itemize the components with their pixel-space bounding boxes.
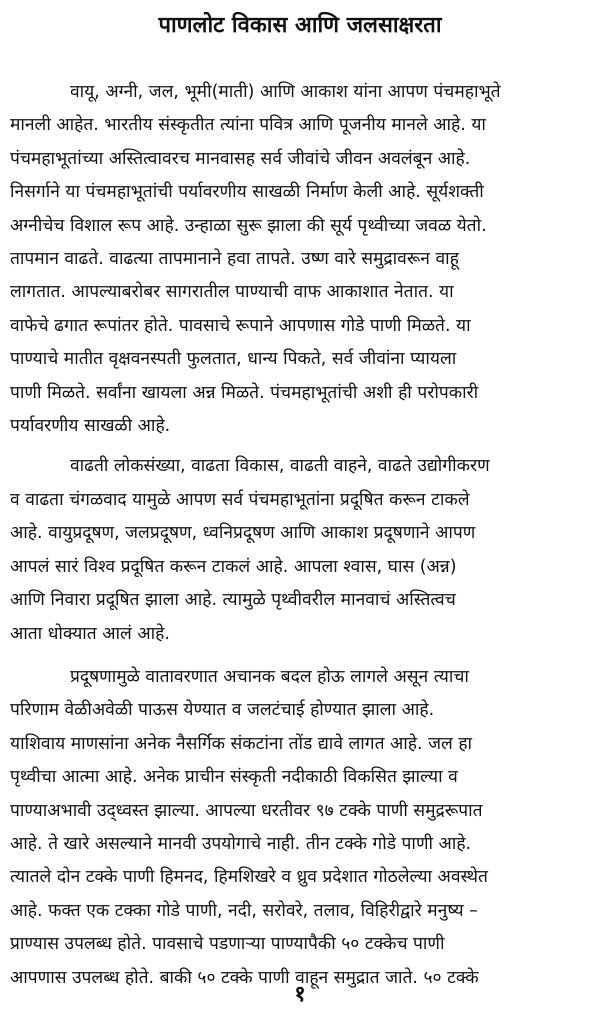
text-line: अग्नीचेच विशाल रूप आहे. उन्हाळा सुरू झाला की सूर्य पृथ्वीच्या जवळ येतो. (10, 215, 487, 236)
text-line: वाफेचे ढगात रूपांतर होते. पावसाचे रूपाने आपणास गोडे पाणी मिळते. या (10, 315, 471, 336)
text-line: आता धोक्यात आलं आहे. (10, 623, 170, 644)
text-line: आहे. फक्त एक टक्का गोडे पाणी, नदी, सरोवरे, तलाव, विहिरीद्वारे मनुष्य – (10, 900, 478, 921)
text-line: आहे. वायुप्रदूषण, जलप्रदूषण, ध्वनिप्रदूषण आणि आकाश प्रदूषणाने आपण (10, 523, 476, 544)
chapter-title: पाणलोट विकास आणि जलसाक्षरता (158, 13, 442, 38)
text-line: तापमान वाढते. वाढत्या तापमानाने हवा तापते. उष्ण वारे समुद्रावरून वाहू (10, 249, 459, 270)
text-line: परिणाम वेळीअवेळी पाऊस येण्यात व जलटंचाई होण्यात झाला आहे. (10, 700, 435, 721)
text-line: लागतात. आपल्याबरोबर सागरातील पाण्याची वाफ आकाशात नेतात. या (10, 282, 454, 303)
paragraph-1 (10, 76, 590, 443)
paragraph-2 (10, 450, 590, 650)
text-line: आपणास उपलब्ध होते. बाकी ५० टक्के पाणी वाहून समुद्रात जाते. ५० टक्के (10, 967, 479, 988)
text-line: पाणी मिळते. सर्वांना खायला अन्न मिळते. पंचमहाभूतांची अशी ही परोपकारी (10, 382, 479, 403)
text-line: पर्यावरणीय साखळी आहे. (10, 416, 171, 437)
paragraph-3 (10, 661, 590, 995)
text-line: याशिवाय माणसांना अनेक नैसर्गिक संकटांना तोंड द्यावे लागत आहे. जल हा (10, 733, 473, 754)
text-line: पाण्याअभावी उद्ध्वस्त झाल्या. आपल्या धरतीवर ९७ टक्के पाणी समुद्ररूपात (10, 800, 483, 821)
text-line: त्यातले दोन टक्के पाणी हिमनद, हिमशिखरे व ध्रुव प्रदेशात गोठलेल्या अवस्थेत (10, 867, 488, 888)
text-line: पृथ्वीचा आत्मा आहे. अनेक प्राचीन संस्कृती नदीकाठी विकसित झाल्या व (10, 767, 458, 788)
text-line: वायू, अग्नी, जल, भूमी(माती) आणि आकाश यांना आपण पंचमहाभूते (70, 82, 501, 102)
text-line: व वाढता चंगळवाद यामुळे आपण सर्व पंचमहाभूतांना प्रदूषित करून टाकले (10, 489, 470, 510)
text-line: पाण्याचे मातीत वृक्षवनस्पती फुलतात, धान्य पिकते, सर्व जीवांना प्यायला (10, 349, 457, 370)
text-line: प्राण्यास उपलब्ध होते. पावसाचे पडणाऱ्या पाण्यापैकी ५० टक्केच पाणी (10, 934, 445, 955)
text-line: आणि निवारा प्रदूषित झाला आहे. त्यामुळे पृथ्वीवरील मानवाचं अस्तित्वच (10, 590, 456, 611)
text-line: वाढती लोकसंख्या, वाढता विकास, वाढती वाहने, वाढते उद्योगीकरण (70, 456, 490, 477)
text-line: आहे. ते खारे असल्याने मानवी उपयोगाचे नाही. तीन टक्के गोडे पाणी आहे. (10, 833, 472, 854)
text-line: मानली आहेत. भारतीय संस्कृतीत त्यांना पवित्र आणि पूजनीय मानले आहे. या (10, 115, 486, 136)
text-line: आपलं सारं विश्व प्रदूषित करून टाकलं आहे. आपला श्वास, घास (अन्न) (10, 556, 457, 577)
text-line: पंचमहाभूतांच्या अस्तित्वावरच मानवासह सर्व जीवांचे जीवन अवलंबून आहे. (10, 148, 471, 169)
body-text (10, 76, 590, 995)
text-line: प्रदूषणामुळे वातावरणात अचानक बदल होऊ लागले असून त्याचा (70, 666, 469, 687)
text-line: निसर्गाने या पंचमहाभूतांची पर्यावरणीय साखळी निर्माण केली आहे. सूर्यशक्ती (10, 182, 484, 203)
page-number: १ (294, 982, 306, 1007)
